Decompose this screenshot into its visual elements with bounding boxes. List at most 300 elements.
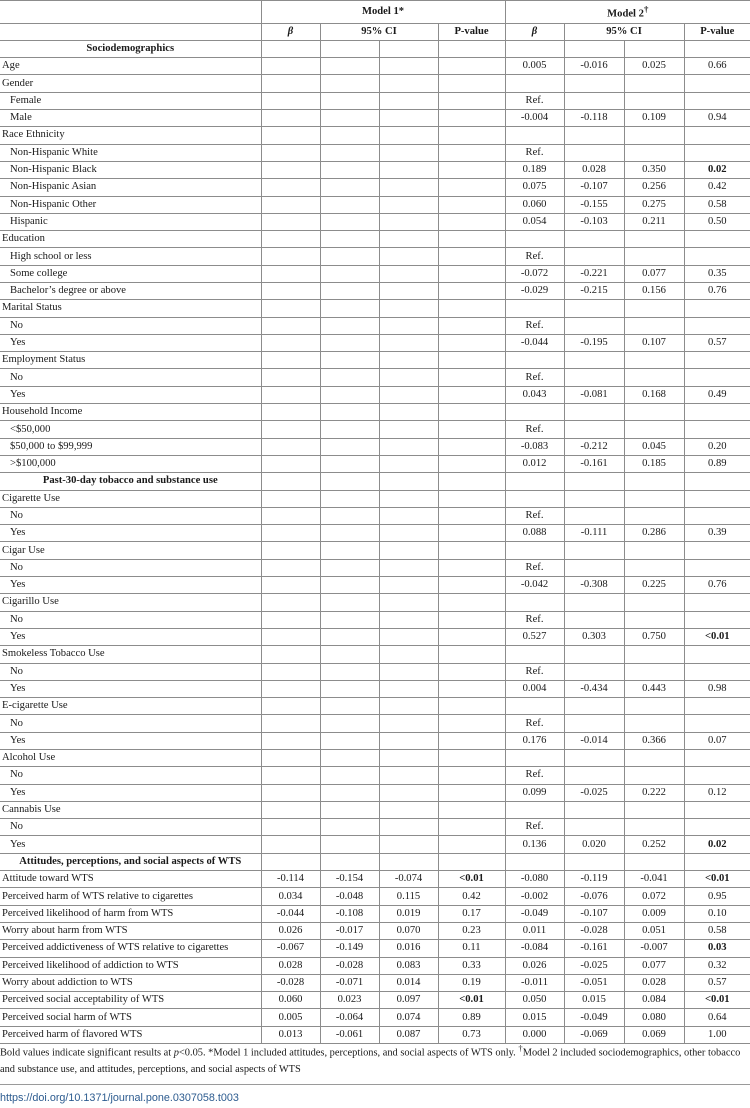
m2-beta-cell bbox=[505, 40, 564, 57]
table-row bbox=[0, 421, 750, 438]
m1-beta-cell bbox=[261, 265, 320, 282]
m1-ci-header: 95% CI bbox=[320, 23, 438, 40]
m1-pvalue-cell: <0.01 bbox=[438, 871, 505, 888]
m1-ci-high-cell bbox=[379, 58, 438, 75]
m2-beta-cell bbox=[505, 801, 564, 818]
table-row bbox=[0, 404, 750, 421]
m2-ci-low-cell: -0.076 bbox=[564, 888, 624, 905]
m2-pvalue-cell bbox=[684, 127, 750, 144]
m2-ci-high-cell bbox=[624, 715, 684, 732]
m2-ci-low-cell: 0.015 bbox=[564, 992, 624, 1009]
table-row bbox=[0, 92, 750, 109]
m2-ci-high-cell: 0.028 bbox=[624, 974, 684, 991]
m1-ci-low-cell bbox=[320, 819, 379, 836]
m2-beta-cell: 0.088 bbox=[505, 525, 564, 542]
table-row bbox=[0, 317, 750, 334]
m1-beta-cell: 0.060 bbox=[261, 992, 320, 1009]
m1-pvalue-cell bbox=[438, 317, 505, 334]
m2-ci-high-cell: 0.286 bbox=[624, 525, 684, 542]
m2-pvalue-cell bbox=[684, 473, 750, 490]
m2-beta-cell: 0.005 bbox=[505, 58, 564, 75]
m1-ci-high-cell bbox=[379, 715, 438, 732]
m1-ci-high-cell bbox=[379, 698, 438, 715]
m2-beta-cell: 0.011 bbox=[505, 922, 564, 939]
m1-ci-low-cell bbox=[320, 144, 379, 161]
row-label: Perceived likelihood of addiction to WTS bbox=[0, 957, 261, 974]
m1-beta-cell: 0.026 bbox=[261, 922, 320, 939]
row-label: No bbox=[0, 819, 261, 836]
m2-ci-low-cell: -0.107 bbox=[564, 905, 624, 922]
m2-ci-high-cell bbox=[624, 611, 684, 628]
row-label: Yes bbox=[0, 386, 261, 403]
m1-ci-high-cell bbox=[379, 611, 438, 628]
table-row bbox=[0, 974, 750, 991]
m1-pvalue-cell bbox=[438, 231, 505, 248]
m1-beta-cell bbox=[261, 646, 320, 663]
m1-beta-cell: -0.028 bbox=[261, 974, 320, 991]
m2-beta-cell bbox=[505, 542, 564, 559]
m1-beta-cell bbox=[261, 317, 320, 334]
table-row bbox=[0, 110, 750, 127]
row-label: E-cigarette Use bbox=[0, 698, 261, 715]
footnote-divider bbox=[0, 1084, 750, 1085]
m1-pvalue-cell: 0.33 bbox=[438, 957, 505, 974]
m1-ci-high-cell: 0.115 bbox=[379, 888, 438, 905]
table-row bbox=[0, 767, 750, 784]
m2-beta-cell bbox=[505, 127, 564, 144]
row-label: Bachelor’s degree or above bbox=[0, 282, 261, 299]
m1-pvalue-cell bbox=[438, 490, 505, 507]
m2-beta-cell: Ref. bbox=[505, 715, 564, 732]
m2-pvalue-cell: 0.02 bbox=[684, 836, 750, 853]
m1-pvalue-cell bbox=[438, 92, 505, 109]
m1-ci-low-cell bbox=[320, 161, 379, 178]
m2-pvalue-cell: 0.35 bbox=[684, 265, 750, 282]
m1-ci-low-cell bbox=[320, 265, 379, 282]
section-row bbox=[0, 473, 750, 490]
m1-ci-low-cell bbox=[320, 231, 379, 248]
m2-beta-cell bbox=[505, 490, 564, 507]
m2-ci-high-cell: 0.185 bbox=[624, 455, 684, 472]
m1-ci-low-cell bbox=[320, 455, 379, 472]
section-row bbox=[0, 40, 750, 57]
table-row bbox=[0, 594, 750, 611]
row-label: No bbox=[0, 663, 261, 680]
m2-beta-cell bbox=[505, 404, 564, 421]
row-label: Non-Hispanic Other bbox=[0, 196, 261, 213]
m2-ci-low-cell: -0.016 bbox=[564, 58, 624, 75]
m2-ci-low-cell bbox=[564, 559, 624, 576]
m1-ci-high-cell bbox=[379, 161, 438, 178]
header-row-columns bbox=[0, 23, 750, 40]
m1-ci-low-cell bbox=[320, 317, 379, 334]
m2-ci-high-cell bbox=[624, 559, 684, 576]
table-row bbox=[0, 369, 750, 386]
m1-pvalue-cell bbox=[438, 213, 505, 230]
m2-ci-low-cell bbox=[564, 40, 624, 57]
m1-ci-low-cell bbox=[320, 110, 379, 127]
m2-ci-low-cell bbox=[564, 715, 624, 732]
row-label: Hispanic bbox=[0, 213, 261, 230]
table-row bbox=[0, 559, 750, 576]
m1-beta-cell bbox=[261, 40, 320, 57]
m1-beta-cell bbox=[261, 577, 320, 594]
table-row bbox=[0, 144, 750, 161]
table-row bbox=[0, 248, 750, 265]
m2-ci-high-cell: 0.156 bbox=[624, 282, 684, 299]
m2-ci-low-cell: -0.434 bbox=[564, 680, 624, 697]
row-label: Education bbox=[0, 231, 261, 248]
m1-beta-cell bbox=[261, 611, 320, 628]
m1-beta-cell: 0.005 bbox=[261, 1009, 320, 1026]
m1-ci-low-cell: -0.028 bbox=[320, 957, 379, 974]
m1-beta-cell bbox=[261, 161, 320, 178]
table-row bbox=[0, 750, 750, 767]
m1-pvalue-cell bbox=[438, 628, 505, 645]
m1-beta-cell bbox=[261, 127, 320, 144]
m2-beta-cell: -0.083 bbox=[505, 438, 564, 455]
row-label: Yes bbox=[0, 334, 261, 351]
m2-beta-cell: -0.072 bbox=[505, 265, 564, 282]
table-row bbox=[0, 300, 750, 317]
m1-pvalue-cell bbox=[438, 525, 505, 542]
table-row bbox=[0, 490, 750, 507]
m2-pvalue-cell bbox=[684, 352, 750, 369]
table-row bbox=[0, 663, 750, 680]
m2-ci-high-cell: 0.080 bbox=[624, 1009, 684, 1026]
m2-ci-low-cell bbox=[564, 352, 624, 369]
section-row bbox=[0, 853, 750, 870]
row-label: >$100,000 bbox=[0, 455, 261, 472]
m1-beta-cell bbox=[261, 473, 320, 490]
m1-ci-low-cell: -0.061 bbox=[320, 1026, 379, 1043]
m1-ci-high-cell: 0.019 bbox=[379, 905, 438, 922]
m1-ci-low-cell bbox=[320, 282, 379, 299]
m2-pvalue-cell: 0.98 bbox=[684, 680, 750, 697]
m2-ci-high-cell: 0.084 bbox=[624, 992, 684, 1009]
m1-beta-cell bbox=[261, 438, 320, 455]
m2-ci-high-cell bbox=[624, 663, 684, 680]
m2-pvalue-cell: 0.42 bbox=[684, 179, 750, 196]
m2-ci-low-cell: -0.118 bbox=[564, 110, 624, 127]
m1-ci-low-cell bbox=[320, 213, 379, 230]
m1-ci-low-cell bbox=[320, 784, 379, 801]
m2-ci-high-cell: 0.077 bbox=[624, 265, 684, 282]
m1-ci-low-cell bbox=[320, 507, 379, 524]
m2-ci-high-cell bbox=[624, 853, 684, 870]
m1-ci-low-cell bbox=[320, 559, 379, 576]
m2-ci-low-cell bbox=[564, 819, 624, 836]
table-row bbox=[0, 213, 750, 230]
m1-ci-high-cell bbox=[379, 127, 438, 144]
m2-ci-low-cell: -0.107 bbox=[564, 179, 624, 196]
table-row bbox=[0, 940, 750, 957]
m2-pvalue-cell: 0.02 bbox=[684, 161, 750, 178]
row-label: No bbox=[0, 767, 261, 784]
m2-ci-header: 95% CI bbox=[564, 23, 684, 40]
m2-pvalue-cell: 0.64 bbox=[684, 1009, 750, 1026]
table-row bbox=[0, 352, 750, 369]
m1-ci-low-cell bbox=[320, 853, 379, 870]
m1-ci-low-cell: 0.023 bbox=[320, 992, 379, 1009]
m1-beta-header: β bbox=[261, 23, 320, 40]
m1-beta-cell: -0.044 bbox=[261, 905, 320, 922]
doi-link[interactable]: https://doi.org/10.1371/journal.pone.0307058.t003 bbox=[0, 1092, 239, 1104]
m2-pvalue-cell: 0.50 bbox=[684, 213, 750, 230]
m1-beta-cell bbox=[261, 784, 320, 801]
row-label: Employment Status bbox=[0, 352, 261, 369]
m1-pvalue-cell bbox=[438, 611, 505, 628]
m1-ci-low-cell bbox=[320, 58, 379, 75]
m2-pvalue-cell bbox=[684, 231, 750, 248]
m1-ci-high-cell bbox=[379, 438, 438, 455]
m2-ci-high-cell bbox=[624, 594, 684, 611]
m2-ci-high-cell bbox=[624, 819, 684, 836]
m1-ci-high-cell bbox=[379, 40, 438, 57]
m2-ci-high-cell bbox=[624, 369, 684, 386]
m1-ci-high-cell bbox=[379, 663, 438, 680]
m1-ci-high-cell bbox=[379, 404, 438, 421]
row-label: No bbox=[0, 611, 261, 628]
m1-pvalue-cell: 0.23 bbox=[438, 922, 505, 939]
header-row-models bbox=[0, 1, 750, 24]
m2-pvalue-cell bbox=[684, 75, 750, 92]
m1-ci-low-cell bbox=[320, 836, 379, 853]
m1-ci-low-cell bbox=[320, 698, 379, 715]
m2-ci-high-cell bbox=[624, 404, 684, 421]
m1-beta-cell bbox=[261, 732, 320, 749]
m2-ci-high-cell bbox=[624, 490, 684, 507]
m1-pvalue-cell bbox=[438, 663, 505, 680]
m1-pvalue-cell bbox=[438, 179, 505, 196]
m2-beta-cell: Ref. bbox=[505, 317, 564, 334]
m2-pvalue-cell bbox=[684, 421, 750, 438]
m2-ci-high-cell bbox=[624, 473, 684, 490]
table-row bbox=[0, 819, 750, 836]
row-label: Female bbox=[0, 92, 261, 109]
m1-ci-high-cell bbox=[379, 110, 438, 127]
m1-beta-cell bbox=[261, 525, 320, 542]
m2-beta-cell bbox=[505, 352, 564, 369]
m1-ci-high-cell bbox=[379, 525, 438, 542]
row-label: No bbox=[0, 507, 261, 524]
m1-ci-low-cell bbox=[320, 646, 379, 663]
m2-ci-low-cell bbox=[564, 404, 624, 421]
m2-ci-high-cell: 0.443 bbox=[624, 680, 684, 697]
m2-beta-cell: Ref. bbox=[505, 248, 564, 265]
row-label: No bbox=[0, 317, 261, 334]
m2-ci-low-cell bbox=[564, 248, 624, 265]
m1-beta-cell: -0.114 bbox=[261, 871, 320, 888]
m1-pvalue-cell bbox=[438, 836, 505, 853]
m2-pvalue-cell bbox=[684, 507, 750, 524]
m2-beta-cell: Ref. bbox=[505, 611, 564, 628]
m2-ci-high-cell: 0.252 bbox=[624, 836, 684, 853]
m2-ci-low-cell: -0.195 bbox=[564, 334, 624, 351]
m2-ci-low-cell: -0.103 bbox=[564, 213, 624, 230]
m1-ci-low-cell bbox=[320, 179, 379, 196]
m1-beta-cell bbox=[261, 507, 320, 524]
m2-ci-low-cell bbox=[564, 698, 624, 715]
m2-ci-high-cell: 0.025 bbox=[624, 58, 684, 75]
row-label: $50,000 to $99,999 bbox=[0, 438, 261, 455]
row-label: Yes bbox=[0, 784, 261, 801]
m1-ci-low-cell bbox=[320, 490, 379, 507]
m1-pvalue-header: P-value bbox=[438, 23, 505, 40]
m2-ci-high-cell: 0.069 bbox=[624, 1026, 684, 1043]
m1-ci-high-cell bbox=[379, 577, 438, 594]
m1-beta-cell bbox=[261, 369, 320, 386]
m1-beta-cell bbox=[261, 750, 320, 767]
m1-ci-high-cell: 0.070 bbox=[379, 922, 438, 939]
section-label: Sociodemographics bbox=[0, 40, 261, 57]
table-row bbox=[0, 542, 750, 559]
m2-ci-low-cell bbox=[564, 767, 624, 784]
m1-beta-cell bbox=[261, 698, 320, 715]
m2-ci-high-cell bbox=[624, 352, 684, 369]
table-row bbox=[0, 888, 750, 905]
m1-ci-low-cell bbox=[320, 369, 379, 386]
model1-header: Model 1* bbox=[261, 1, 505, 24]
m2-ci-high-cell bbox=[624, 750, 684, 767]
m2-ci-high-cell: 0.211 bbox=[624, 213, 684, 230]
m2-ci-low-cell bbox=[564, 300, 624, 317]
m1-pvalue-cell bbox=[438, 473, 505, 490]
m2-ci-high-cell: 0.222 bbox=[624, 784, 684, 801]
m1-pvalue-cell bbox=[438, 438, 505, 455]
table-row bbox=[0, 992, 750, 1009]
row-label: Yes bbox=[0, 680, 261, 697]
m1-ci-high-cell bbox=[379, 92, 438, 109]
m2-beta-cell bbox=[505, 473, 564, 490]
m2-pvalue-cell: 1.00 bbox=[684, 1026, 750, 1043]
m2-ci-low-cell bbox=[564, 611, 624, 628]
m1-pvalue-cell bbox=[438, 282, 505, 299]
row-label: Worry about addiction to WTS bbox=[0, 974, 261, 991]
row-label: Alcohol Use bbox=[0, 750, 261, 767]
m1-ci-high-cell bbox=[379, 646, 438, 663]
model2-header: Model 2† bbox=[505, 1, 750, 24]
m1-ci-high-cell bbox=[379, 75, 438, 92]
m1-ci-high-cell bbox=[379, 282, 438, 299]
m2-beta-cell: 0.012 bbox=[505, 455, 564, 472]
m1-pvalue-cell bbox=[438, 819, 505, 836]
m1-pvalue-cell bbox=[438, 853, 505, 870]
m2-beta-cell: Ref. bbox=[505, 369, 564, 386]
m1-pvalue-cell bbox=[438, 75, 505, 92]
m1-ci-low-cell: -0.064 bbox=[320, 1009, 379, 1026]
m1-beta-cell bbox=[261, 75, 320, 92]
m1-ci-high-cell bbox=[379, 300, 438, 317]
table-row bbox=[0, 58, 750, 75]
row-label: Cigarillo Use bbox=[0, 594, 261, 611]
row-label: Perceived harm of flavored WTS bbox=[0, 1026, 261, 1043]
row-label: No bbox=[0, 715, 261, 732]
table-row bbox=[0, 715, 750, 732]
m1-ci-high-cell bbox=[379, 352, 438, 369]
m2-ci-low-cell: -0.155 bbox=[564, 196, 624, 213]
m1-ci-high-cell: -0.074 bbox=[379, 871, 438, 888]
m1-pvalue-cell bbox=[438, 144, 505, 161]
m2-ci-high-cell bbox=[624, 248, 684, 265]
m2-ci-low-cell: -0.081 bbox=[564, 386, 624, 403]
m2-beta-cell bbox=[505, 646, 564, 663]
m2-ci-low-cell: -0.049 bbox=[564, 1009, 624, 1026]
m1-ci-low-cell bbox=[320, 473, 379, 490]
row-label: Non-Hispanic Asian bbox=[0, 179, 261, 196]
m1-ci-high-cell bbox=[379, 542, 438, 559]
m2-ci-high-cell: 0.350 bbox=[624, 161, 684, 178]
m1-ci-high-cell bbox=[379, 334, 438, 351]
m2-ci-low-cell: -0.215 bbox=[564, 282, 624, 299]
m2-beta-cell: Ref. bbox=[505, 663, 564, 680]
m2-ci-low-cell: -0.308 bbox=[564, 577, 624, 594]
m2-beta-cell: 0.075 bbox=[505, 179, 564, 196]
m1-ci-high-cell bbox=[379, 836, 438, 853]
row-label: Attitude toward WTS bbox=[0, 871, 261, 888]
table-row bbox=[0, 127, 750, 144]
m2-ci-low-cell: -0.119 bbox=[564, 871, 624, 888]
table-row bbox=[0, 801, 750, 818]
m1-ci-low-cell bbox=[320, 628, 379, 645]
section-label: Attitudes, perceptions, and social aspects of WTS bbox=[0, 853, 261, 870]
m1-pvalue-cell bbox=[438, 767, 505, 784]
table-row bbox=[0, 179, 750, 196]
m2-beta-cell: 0.099 bbox=[505, 784, 564, 801]
m1-beta-cell bbox=[261, 334, 320, 351]
m1-pvalue-cell bbox=[438, 715, 505, 732]
m2-beta-cell: -0.011 bbox=[505, 974, 564, 991]
m1-ci-high-cell bbox=[379, 317, 438, 334]
m2-beta-cell: Ref. bbox=[505, 507, 564, 524]
table-row bbox=[0, 905, 750, 922]
m2-ci-low-cell bbox=[564, 801, 624, 818]
m1-beta-cell bbox=[261, 559, 320, 576]
m2-pvalue-cell bbox=[684, 490, 750, 507]
m1-beta-cell bbox=[261, 801, 320, 818]
row-label: Cigar Use bbox=[0, 542, 261, 559]
m2-pvalue-cell bbox=[684, 715, 750, 732]
m2-ci-low-cell: -0.221 bbox=[564, 265, 624, 282]
m1-ci-high-cell bbox=[379, 144, 438, 161]
header-blank bbox=[0, 1, 261, 24]
m2-pvalue-cell bbox=[684, 594, 750, 611]
m2-ci-low-cell: -0.051 bbox=[564, 974, 624, 991]
m2-ci-low-cell bbox=[564, 853, 624, 870]
m2-ci-high-cell: 0.045 bbox=[624, 438, 684, 455]
m2-pvalue-cell: 0.58 bbox=[684, 196, 750, 213]
m1-ci-low-cell bbox=[320, 352, 379, 369]
row-label: Male bbox=[0, 110, 261, 127]
m2-pvalue-cell: 0.12 bbox=[684, 784, 750, 801]
m2-pvalue-cell: 0.94 bbox=[684, 110, 750, 127]
m2-ci-high-cell bbox=[624, 300, 684, 317]
m1-beta-cell bbox=[261, 455, 320, 472]
m1-ci-low-cell: -0.017 bbox=[320, 922, 379, 939]
m2-pvalue-cell: 0.10 bbox=[684, 905, 750, 922]
m2-pvalue-header: P-value bbox=[684, 23, 750, 40]
m2-ci-high-cell: 0.750 bbox=[624, 628, 684, 645]
m1-ci-low-cell bbox=[320, 715, 379, 732]
m2-beta-cell: 0.136 bbox=[505, 836, 564, 853]
m2-pvalue-cell: 0.76 bbox=[684, 282, 750, 299]
m2-pvalue-cell bbox=[684, 819, 750, 836]
m1-ci-high-cell bbox=[379, 248, 438, 265]
m2-pvalue-cell: 0.39 bbox=[684, 525, 750, 542]
m1-ci-high-cell bbox=[379, 750, 438, 767]
m1-beta-cell bbox=[261, 386, 320, 403]
m2-ci-high-cell: -0.007 bbox=[624, 940, 684, 957]
